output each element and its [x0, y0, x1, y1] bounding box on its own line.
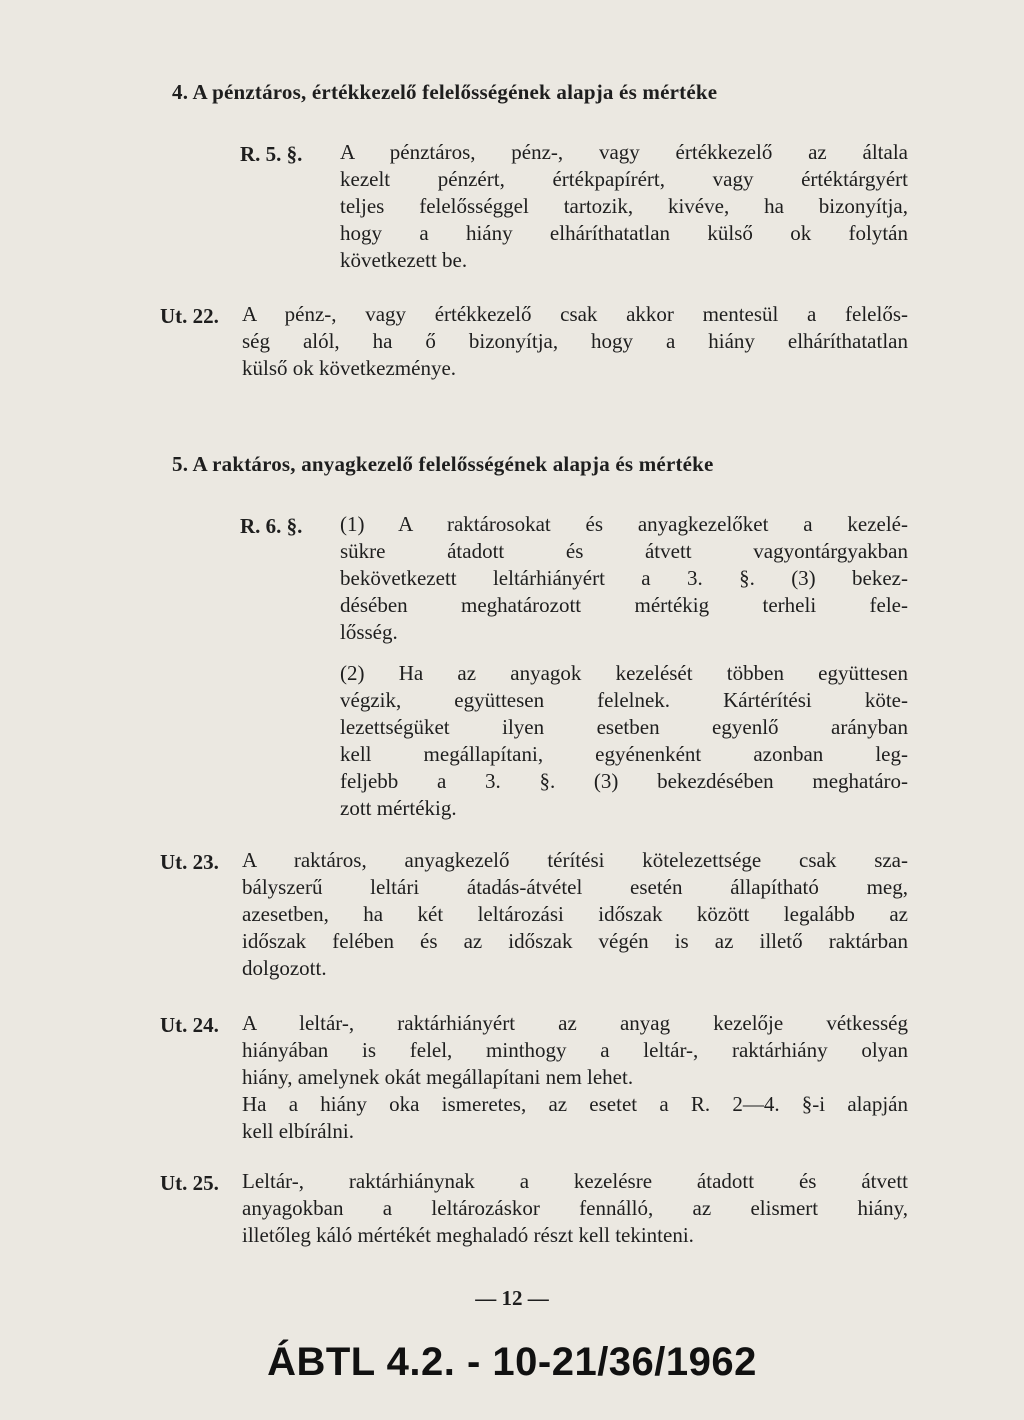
ut22-label: Ut. 22.	[160, 304, 219, 328]
text-line: A leltár-, raktárhiányért az anyag kezelője vétkesség	[242, 1011, 908, 1035]
text-line: bekövetkezett leltárhiányért a 3. §. (3) bekez-	[340, 566, 908, 590]
text-line: Leltár-, raktárhiánynak a kezelésre átadott és átvett	[242, 1169, 908, 1193]
text-line: zott mértékig.	[340, 796, 457, 820]
text-line: sükre átadott és átvett vagyontárgyakban	[340, 539, 908, 563]
ut25-label: Ut. 25.	[160, 1171, 219, 1195]
ut23-label: Ut. 23.	[160, 850, 219, 874]
text-line: feljebb a 3. §. (3) bekezdésében meghatáro-	[340, 769, 908, 793]
text-line: kell megállapítani, egyénenként azonban leg-	[340, 742, 908, 766]
text-line: illetőleg káló mértékét meghaladó részt kell tekinteni.	[242, 1223, 694, 1247]
ut23-text	[242, 847, 908, 982]
text-line: désében meghatározott mértékig terheli fele-	[340, 593, 908, 617]
section-heading-5: 5. A raktáros, anyagkezelő felelősségének alapja és mértéke	[172, 452, 714, 476]
ut24-text	[242, 1010, 908, 1091]
text-line: hogy a hiány elháríthatatlan külső ok folytán	[340, 221, 908, 245]
text-line: kell elbírálni.	[242, 1119, 354, 1143]
text-line: bályszerű leltári átadás-átvétel esetén állapítható meg,	[242, 875, 908, 899]
ut24-label: Ut. 24.	[160, 1013, 219, 1037]
text-line: következett be.	[340, 248, 468, 272]
text-line: A pénztáros, pénz-, vagy értékkezelő az általa	[340, 140, 908, 164]
text-line: ség alól, ha ő bizonyítja, hogy a hiány elháríthatatlan	[242, 329, 908, 353]
ut22-text	[242, 301, 908, 382]
page-number: — 12 —	[475, 1286, 549, 1310]
section-heading-4: 4. A pénztáros, értékkezelő felelősségének alapja és mértéke	[172, 80, 718, 104]
text-line: lezettségüket ilyen esetben egyenlő arányban	[340, 715, 908, 739]
ut24-text-2	[242, 1091, 908, 1145]
r6-label: R. 6. §.	[240, 514, 303, 538]
text-line: (2) Ha az anyagok kezelését többen együttesen	[340, 661, 908, 685]
archive-stamp: ÁBTL 4.2. - 10-21/36/1962	[267, 1340, 757, 1384]
r5-label: R. 5. §.	[240, 142, 303, 166]
text-line: dolgozott.	[242, 956, 327, 980]
text-line: azesetben, ha két leltározási időszak között legalább az	[242, 902, 908, 926]
text-line: (1) A raktárosokat és anyagkezelőket a kezelé-	[340, 512, 908, 536]
text-line: anyagokban a leltározáskor fennálló, az elismert hiány,	[242, 1196, 908, 1220]
text-line: külső ok következménye.	[242, 356, 457, 380]
text-line: hiány, amelynek okát megállapítani nem lehet.	[242, 1065, 634, 1089]
text-line: Ha a hiány oka ismeretes, az esetet a R. 2—4. §-i alapján	[242, 1092, 908, 1116]
r6-paragraph-1	[340, 511, 908, 646]
r6-paragraph-2	[340, 660, 908, 822]
text-line: A pénz-, vagy értékkezelő csak akkor mentesül a felelős-	[242, 302, 908, 326]
text-line: hiányában is felel, minthogy a leltár-, raktárhiány olyan	[242, 1038, 908, 1062]
text-line: lősség.	[340, 620, 398, 644]
text-line: időszak felében és az időszak végén is az illető raktárban	[242, 929, 908, 953]
ut25-text	[242, 1168, 908, 1249]
text-line: kezelt pénzért, értékpapírért, vagy értéktárgyért	[340, 167, 908, 191]
text-line: végzik, együttesen felelnek. Kártérítési köte-	[340, 688, 908, 712]
text-line: A raktáros, anyagkezelő térítési kötelezettsége csak sza-	[242, 848, 908, 872]
text-line: teljes felelősséggel tartozik, kivéve, ha bizonyítja,	[340, 194, 908, 218]
r5-text	[340, 139, 908, 274]
